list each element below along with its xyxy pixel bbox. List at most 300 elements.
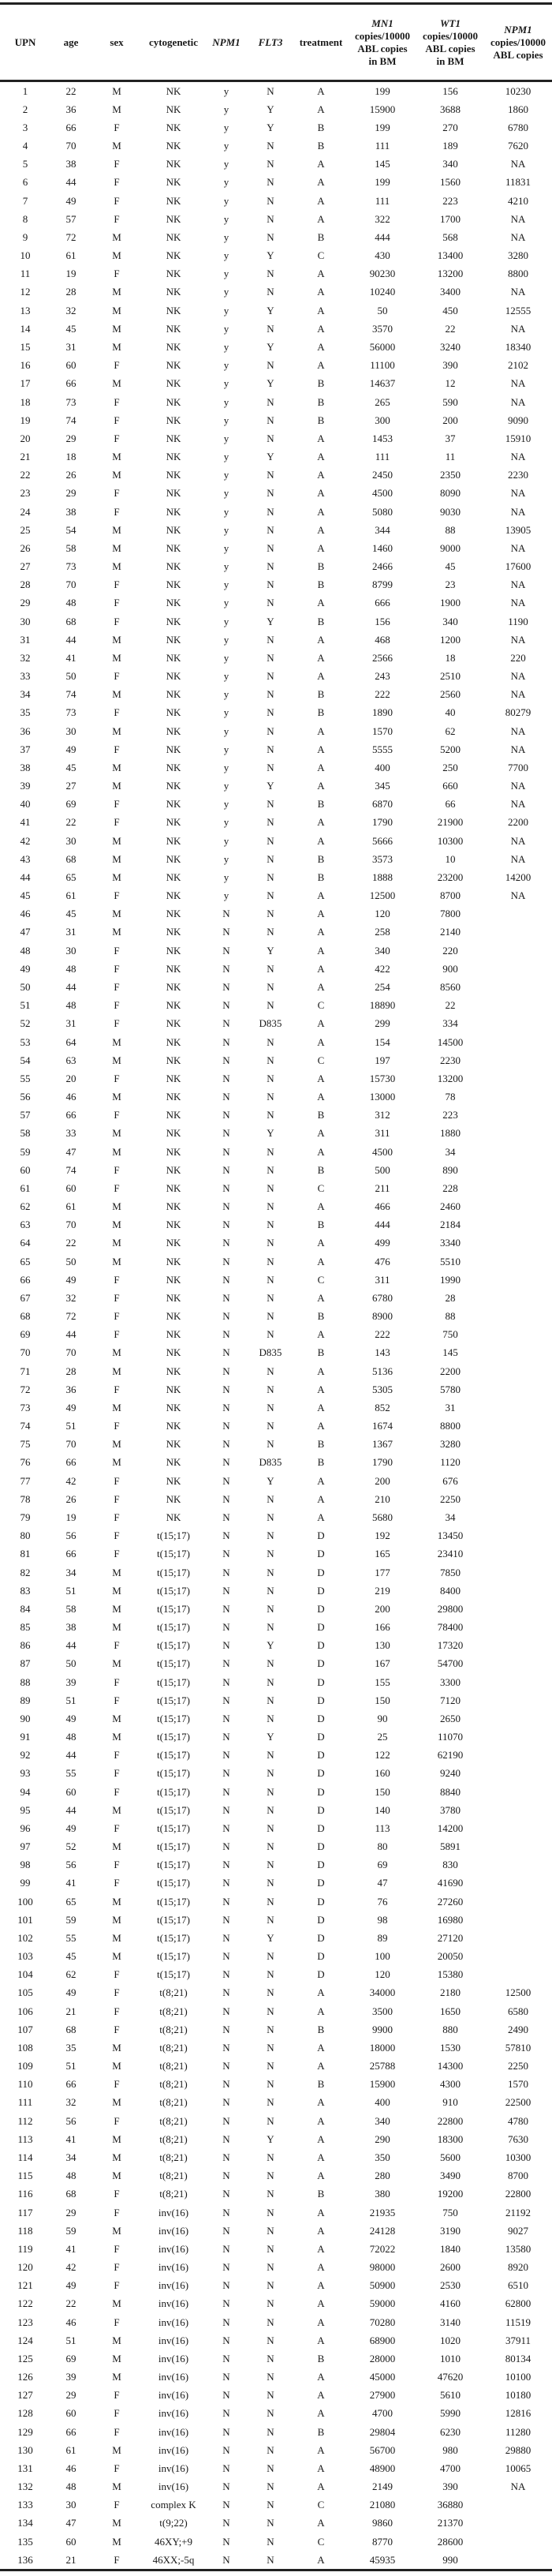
cell-npm1-copies — [484, 1728, 552, 1746]
cell-wt1-copies: 40 — [445, 706, 456, 719]
table-row — [0, 942, 552, 960]
cell-flt3: Y — [267, 121, 274, 133]
cell-mn1-copies: 50 — [377, 304, 388, 316]
cell-age: 48 — [65, 2170, 76, 2182]
cell-mn1-copies: 340 — [375, 944, 390, 957]
cell-mn1-copies: 8900 — [372, 1310, 393, 1323]
cell-upn: 82 — [20, 1566, 31, 1578]
cell-sex: M — [112, 84, 121, 97]
cell-npm1: y — [223, 359, 229, 372]
cell-treatment: D — [317, 1895, 325, 1908]
cell-npm1: N — [222, 944, 230, 957]
cell-age: 45 — [65, 761, 76, 773]
cell-flt3: N — [267, 2462, 274, 2474]
cell-flt3: N — [267, 1255, 274, 1267]
cell-wt1-copies: 18300 — [437, 2132, 464, 2145]
cell-age: 69 — [65, 798, 76, 811]
cell-mn1-copies: 12500 — [369, 889, 396, 902]
cell-treatment: B — [317, 1163, 325, 1176]
cell-npm1-copies: 11831 — [505, 176, 531, 189]
cell-treatment: A — [317, 1511, 325, 1523]
table-row — [0, 850, 552, 868]
cell-upn: 109 — [17, 2060, 33, 2072]
cell-sex: F — [114, 2005, 120, 2017]
cell-wt1-copies: 228 — [442, 1181, 458, 1194]
cell-npm1: N — [222, 1420, 230, 1432]
cell-mn1-copies: 400 — [375, 2096, 390, 2109]
cell-wt1-copies: 2530 — [440, 2279, 461, 2292]
cell-npm1: y — [223, 194, 229, 207]
cell-cytogenetic: NK — [166, 999, 181, 1012]
cell-treatment: B — [317, 377, 325, 390]
table-row — [0, 2405, 552, 2423]
cell-sex: M — [112, 633, 121, 646]
cell-age: 66 — [65, 2078, 76, 2091]
cell-sex: M — [112, 852, 121, 865]
cell-npm1-copies — [484, 1655, 552, 1673]
cell-treatment: C — [317, 999, 325, 1012]
cell-flt3: N — [267, 1602, 274, 1615]
cell-npm1-copies: NA — [510, 780, 526, 792]
cell-age: 61 — [65, 1200, 76, 1213]
cell-wt1-copies: 7120 — [440, 1694, 461, 1706]
cell-treatment: A — [317, 286, 325, 298]
cell-npm1: N — [222, 1859, 230, 1871]
cell-upn: 37 — [20, 743, 31, 755]
cell-npm1: N — [222, 1566, 230, 1578]
cell-upn: 121 — [17, 2279, 33, 2292]
cell-sex: M — [112, 304, 121, 316]
cell-treatment: A — [317, 340, 325, 353]
cell-wt1-copies: 3780 — [440, 1803, 461, 1816]
cell-age: 26 — [65, 1492, 76, 1505]
cell-mn1-copies: 80 — [377, 1840, 388, 1853]
cell-npm1: y — [223, 469, 229, 481]
cell-sex: F — [114, 798, 120, 811]
table-row — [0, 357, 552, 375]
cell-wt1-copies: 2460 — [440, 1200, 461, 1213]
cell-sex: M — [112, 541, 121, 554]
cell-sex: M — [112, 1657, 121, 1670]
cell-mn1-copies: 2466 — [372, 560, 393, 573]
cell-upn: 81 — [20, 1548, 31, 1560]
cell-npm1-copies: NA — [510, 230, 526, 243]
cell-flt3: Y — [267, 451, 274, 463]
header-label-line: sex — [110, 36, 124, 48]
cell-cytogenetic: NK — [166, 1219, 181, 1231]
cell-sex: M — [112, 2481, 121, 2493]
cell-flt3: N — [267, 1054, 274, 1066]
cell-sex: F — [114, 158, 120, 170]
cell-treatment: A — [317, 84, 325, 97]
cell-sex: M — [112, 1584, 121, 1597]
cell-treatment: B — [317, 2425, 325, 2438]
header-label-line: in BM — [436, 54, 464, 67]
cell-flt3: Y — [267, 249, 274, 262]
cell-cytogenetic: NK — [166, 84, 181, 97]
header-age — [50, 4, 91, 81]
cell-age: 61 — [65, 889, 76, 902]
cell-mn1-copies: 4700 — [372, 2407, 393, 2420]
cell-flt3: N — [267, 2481, 274, 2493]
cell-age: 28 — [65, 286, 76, 298]
cell-upn: 116 — [17, 2188, 33, 2200]
cell-age: 47 — [65, 1145, 76, 1158]
cell-mn1-copies: 56000 — [369, 340, 396, 353]
cell-cytogenetic: t(8;21) — [159, 2005, 188, 2017]
cell-upn: 22 — [20, 469, 31, 481]
cell-npm1-copies: 2102 — [508, 359, 528, 372]
cell-flt3: D835 — [259, 1346, 282, 1359]
cell-wt1-copies: 41690 — [437, 1877, 464, 1889]
cell-mn1-copies: 9860 — [372, 2517, 393, 2529]
cell-npm1-copies — [484, 1051, 552, 1069]
cell-wt1-copies: 1880 — [440, 1127, 461, 1140]
cell-upn: 46 — [20, 908, 31, 920]
table-row — [0, 2094, 552, 2112]
cell-wt1-copies: 200 — [442, 414, 458, 426]
cell-npm1-copies — [484, 1252, 552, 1271]
cell-flt3: N — [267, 230, 274, 243]
cell-upn: 4 — [22, 140, 28, 152]
cell-npm1-copies: NA — [510, 633, 526, 646]
cell-upn: 72 — [20, 1383, 31, 1395]
cell-wt1-copies: 5600 — [440, 2151, 461, 2163]
cell-wt1-copies: 1700 — [440, 212, 461, 225]
cell-mn1-copies: 154 — [375, 1035, 390, 1048]
cell-npm1-copies — [484, 1234, 552, 1252]
cell-upn: 62 — [20, 1200, 31, 1213]
cell-cytogenetic: NK — [166, 176, 181, 189]
cell-wt1-copies: 13200 — [437, 268, 464, 280]
cell-age: 59 — [65, 1913, 76, 1926]
cell-mn1-copies: 4500 — [372, 487, 393, 500]
cell-age: 48 — [65, 597, 76, 609]
cell-upn: 89 — [20, 1694, 31, 1706]
cell-npm1-copies — [484, 1106, 552, 1125]
cell-npm1-copies — [484, 1216, 552, 1234]
cell-flt3: Y — [267, 780, 274, 792]
cell-sex: F — [114, 2206, 120, 2218]
cell-treatment: A — [317, 1365, 325, 1377]
cell-cytogenetic: NK — [166, 304, 181, 316]
cell-cytogenetic: NK — [166, 889, 181, 902]
cell-wt1-copies: 3688 — [440, 103, 461, 115]
cell-sex: M — [112, 2443, 121, 2456]
cell-mn1-copies: 350 — [375, 2151, 390, 2163]
cell-flt3: N — [267, 1785, 274, 1798]
cell-mn1-copies: 258 — [375, 926, 390, 938]
cell-upn: 79 — [20, 1511, 31, 1523]
cell-wt1-copies: 34 — [445, 1511, 456, 1523]
cell-mn1-copies: 1790 — [372, 1456, 393, 1469]
cell-wt1-copies: 31 — [445, 1401, 456, 1413]
cell-upn: 122 — [17, 2297, 33, 2310]
cell-npm1-copies: NA — [510, 688, 526, 701]
cell-age: 38 — [65, 505, 76, 518]
cell-cytogenetic: NK — [166, 395, 181, 408]
cell-cytogenetic: inv(16) — [158, 2462, 189, 2474]
cell-sex: F — [114, 268, 120, 280]
cell-cytogenetic: NK — [166, 724, 181, 737]
cell-wt1-copies: 34 — [445, 1145, 456, 1158]
cell-sex: F — [114, 1383, 120, 1395]
cell-npm1-copies — [484, 1893, 552, 1911]
table-row — [0, 283, 552, 301]
table-row — [0, 320, 552, 338]
cell-cytogenetic: NK — [166, 651, 181, 664]
cell-npm1-copies: 17600 — [505, 560, 531, 573]
cell-flt3: N — [267, 395, 274, 408]
cell-npm1: N — [222, 1767, 230, 1780]
cell-cytogenetic: NK — [166, 1474, 181, 1487]
table-row — [0, 393, 552, 411]
cell-treatment: A — [317, 2206, 325, 2218]
cell-wt1-copies: 910 — [442, 2096, 458, 2109]
table-row — [0, 758, 552, 777]
cell-npm1: N — [222, 908, 230, 920]
cell-cytogenetic: NK — [166, 1163, 181, 1176]
cell-cytogenetic: NK — [166, 1072, 181, 1084]
cell-npm1-copies: 13580 — [505, 2242, 531, 2255]
cell-treatment: B — [317, 121, 325, 133]
header-label-line: ABL copies — [425, 42, 476, 54]
cell-sex: M — [112, 340, 121, 353]
cell-age: 44 — [65, 1803, 76, 1816]
cell-cytogenetic: NK — [166, 1255, 181, 1267]
cell-treatment: D — [317, 1584, 325, 1597]
cell-upn: 18 — [20, 395, 31, 408]
cell-npm1-copies — [484, 1637, 552, 1655]
cell-npm1-copies — [484, 1490, 552, 1508]
cell-upn: 45 — [20, 889, 31, 902]
cell-sex: F — [114, 414, 120, 426]
cell-npm1-copies: 2250 — [508, 2060, 528, 2072]
cell-npm1: N — [222, 1401, 230, 1413]
cell-flt3: N — [267, 1694, 274, 1706]
cell-wt1-copies: 62 — [445, 724, 456, 737]
cell-npm1-copies: 80279 — [505, 706, 531, 719]
cell-npm1: N — [222, 2078, 230, 2091]
cell-flt3: N — [267, 2151, 274, 2163]
cell-flt3: N — [267, 981, 274, 993]
cell-cytogenetic: NK — [166, 597, 181, 609]
cell-npm1-copies: 7620 — [508, 140, 528, 152]
cell-sex: F — [114, 212, 120, 225]
cell-flt3: N — [267, 743, 274, 755]
cell-flt3: N — [267, 1200, 274, 1213]
cell-mn1-copies: 210 — [375, 1492, 390, 1505]
cell-cytogenetic: t(15;17) — [157, 1694, 190, 1706]
cell-sex: M — [112, 140, 121, 152]
cell-wt1-copies: 28600 — [437, 2535, 464, 2548]
cell-flt3: N — [267, 1822, 274, 1834]
cell-upn: 95 — [20, 1803, 31, 1816]
cell-flt3: Y — [267, 944, 274, 957]
cell-mn1-copies: 72022 — [369, 2242, 396, 2255]
cell-npm1: N — [222, 1091, 230, 1103]
cell-npm1: N — [222, 1621, 230, 1634]
cell-npm1-copies — [484, 2533, 552, 2551]
cell-upn: 56 — [20, 1091, 31, 1103]
cell-flt3: Y — [267, 1639, 274, 1652]
cell-treatment: A — [317, 633, 325, 646]
cell-age: 30 — [65, 724, 76, 737]
cell-treatment: A — [317, 962, 325, 975]
table-row — [0, 466, 552, 485]
cell-flt3: N — [267, 761, 274, 773]
cell-sex: M — [112, 1255, 121, 1267]
cell-npm1: N — [222, 1913, 230, 1926]
cell-cytogenetic: NK — [166, 908, 181, 920]
cell-age: 45 — [65, 322, 76, 335]
cell-flt3: N — [267, 1163, 274, 1176]
cell-wt1-copies: 13200 — [437, 1072, 464, 1084]
cell-flt3: N — [267, 523, 274, 536]
cell-mn1-copies: 243 — [375, 670, 390, 683]
cell-npm1: y — [223, 743, 229, 755]
cell-npm1-copies: 29880 — [505, 2443, 531, 2456]
cell-cytogenetic: t(15;17) — [157, 1767, 190, 1780]
cell-mn1-copies: 150 — [375, 1694, 390, 1706]
cell-treatment: A — [317, 176, 325, 189]
cell-age: 22 — [65, 1237, 76, 1249]
cell-flt3: N — [267, 2261, 274, 2274]
cell-npm1: N — [222, 1310, 230, 1323]
cell-npm1-copies: 62800 — [505, 2297, 531, 2310]
cell-mn1-copies: 18000 — [369, 2041, 396, 2054]
cell-sex: M — [112, 651, 121, 664]
cell-age: 72 — [65, 230, 76, 243]
cell-flt3: N — [267, 1712, 274, 1724]
cell-cytogenetic: inv(16) — [158, 2279, 189, 2292]
cell-npm1: y — [223, 615, 229, 627]
cell-npm1: N — [222, 2170, 230, 2182]
cell-treatment: A — [317, 359, 325, 372]
cell-cytogenetic: NK — [166, 377, 181, 390]
cell-wt1-copies: 13400 — [437, 249, 464, 262]
cell-cytogenetic: NK — [166, 1035, 181, 1048]
cell-flt3: N — [267, 560, 274, 573]
table-row — [0, 2533, 552, 2551]
cell-treatment: A — [317, 432, 325, 444]
cell-cytogenetic: NK — [166, 962, 181, 975]
cell-wt1-copies: 5610 — [440, 2389, 461, 2402]
cell-sex: F — [114, 359, 120, 372]
cell-npm1: N — [222, 1255, 230, 1267]
cell-flt3: N — [267, 1676, 274, 1688]
cell-mn1-copies: 167 — [375, 1657, 390, 1670]
cell-wt1-copies: 3190 — [440, 2224, 461, 2237]
cell-sex: M — [112, 1091, 121, 1103]
cell-mn1-copies: 197 — [375, 1054, 390, 1066]
cell-mn1-copies: 265 — [375, 395, 390, 408]
cell-npm1-copies — [484, 1838, 552, 1856]
cell-cytogenetic: NK — [166, 1237, 181, 1249]
cell-mn1-copies: 1570 — [372, 724, 393, 737]
table-row — [0, 174, 552, 192]
cell-mn1-copies: 1790 — [372, 816, 393, 829]
cell-cytogenetic: NK — [166, 1456, 181, 1469]
cell-wt1-copies: 28 — [445, 1291, 456, 1304]
cell-age: 56 — [65, 2114, 76, 2127]
cell-age: 34 — [65, 1566, 76, 1578]
cell-npm1-copies — [484, 1179, 552, 1197]
table-row — [0, 539, 552, 557]
cell-npm1: N — [222, 2462, 230, 2474]
cell-npm1: y — [223, 414, 229, 426]
cell-sex: M — [112, 1840, 121, 1853]
cell-cytogenetic: inv(16) — [158, 2481, 189, 2493]
cell-upn: 20 — [20, 432, 31, 444]
cell-age: 68 — [65, 2023, 76, 2035]
cell-sex: F — [114, 1859, 120, 1871]
cell-sex: M — [112, 2517, 121, 2529]
cell-mn1-copies: 15900 — [369, 2078, 396, 2091]
cell-npm1-copies — [484, 1143, 552, 1161]
cell-upn: 39 — [20, 780, 31, 792]
cell-treatment: A — [317, 1200, 325, 1213]
cell-mn1-copies: 3570 — [372, 322, 393, 335]
cell-sex: M — [112, 103, 121, 115]
table-row — [0, 1197, 552, 1215]
cell-sex: M — [112, 926, 121, 938]
table-row — [0, 594, 552, 612]
cell-sex: F — [114, 1109, 120, 1121]
cell-mn1-copies: 852 — [375, 1401, 390, 1413]
table-row — [0, 2167, 552, 2185]
cell-mn1-copies: 130 — [375, 1639, 390, 1652]
cell-treatment: B — [317, 2023, 325, 2035]
cell-upn: 35 — [20, 706, 31, 719]
table-row — [0, 1801, 552, 1819]
cell-upn: 53 — [20, 1035, 31, 1048]
cell-wt1-copies: 3340 — [440, 1237, 461, 1249]
cell-npm1-copies — [484, 1344, 552, 1362]
cell-npm1-copies: 2230 — [508, 469, 528, 481]
cell-mn1-copies: 499 — [375, 1237, 390, 1249]
cell-wt1-copies: 1650 — [440, 2005, 461, 2017]
cell-cytogenetic: t(15;17) — [157, 1639, 190, 1652]
cell-upn: 15 — [20, 340, 31, 353]
table-row — [0, 668, 552, 686]
cell-treatment: B — [317, 1219, 325, 1231]
cell-npm1-copies — [484, 978, 552, 996]
cell-flt3: N — [267, 2553, 274, 2566]
cell-flt3: N — [267, 2005, 274, 2017]
cell-cytogenetic: NK — [166, 1420, 181, 1432]
cell-cytogenetic: NK — [166, 780, 181, 792]
cell-mn1-copies: 1890 — [372, 706, 393, 719]
table-row — [0, 2222, 552, 2240]
cell-npm1: N — [222, 1822, 230, 1834]
cell-upn: 90 — [20, 1712, 31, 1724]
table-row — [0, 2185, 552, 2203]
cell-upn: 57 — [20, 1109, 31, 1121]
cell-wt1-copies: 22 — [445, 322, 456, 335]
table-row — [0, 2295, 552, 2313]
cell-npm1-copies: 12555 — [505, 304, 531, 316]
table-row — [0, 2020, 552, 2039]
cell-age: 32 — [65, 1291, 76, 1304]
cell-npm1-copies — [484, 1819, 552, 1837]
cell-treatment: D — [317, 1803, 325, 1816]
cell-upn: 128 — [17, 2407, 33, 2420]
cell-mn1-copies: 2149 — [372, 2481, 393, 2493]
table-row — [0, 576, 552, 594]
table-row — [0, 338, 552, 356]
cell-npm1: y — [223, 377, 229, 390]
